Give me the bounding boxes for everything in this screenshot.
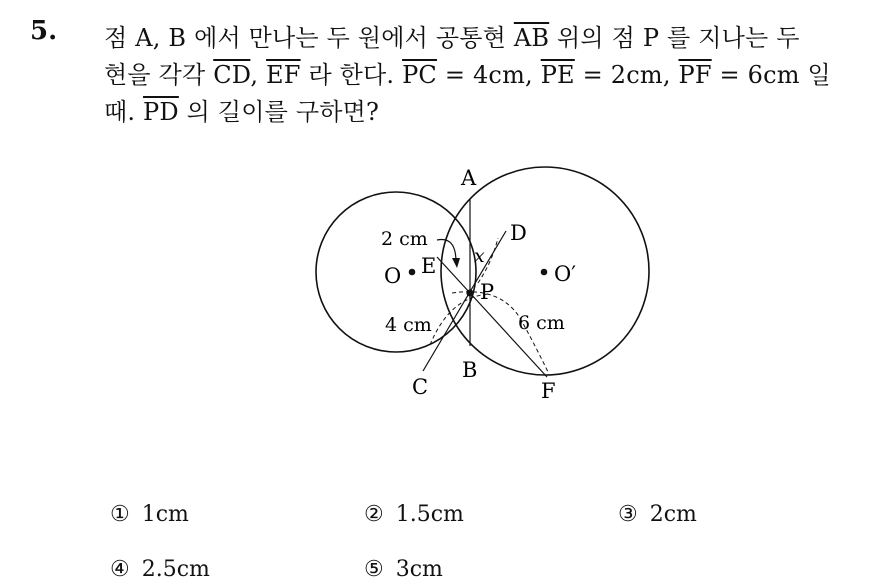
choice-3[interactable]: ③ 2cm [618, 502, 697, 527]
label-o: O [384, 264, 402, 288]
label-o-prime: O′ [554, 262, 576, 286]
label-pf-length: 6 cm [518, 312, 565, 334]
question-line-2: 현을 각각 $\overline{CD}$, $\overline{EF}$ 라 한다. $\overline{PC} = 4cm$, $\overline{PE} = 2cm$, $\overline{PF} = 6cm$ 일 [104, 61, 831, 89]
label-f: F [541, 379, 556, 403]
label-x: x [474, 245, 485, 267]
label-pc-length: 4 cm [385, 314, 432, 336]
label-c: C [412, 375, 429, 399]
label-pe-length: 2 cm [381, 228, 428, 250]
segment-pd: $\overline{PD}$ [143, 98, 179, 126]
question-line-1: 점 A, B 에서 만나는 두 원에서 공통현 $\overline{AB}$ 위의 점 P 를 지나는 두 [104, 24, 800, 52]
label-d: D [510, 221, 527, 245]
arrowhead [452, 258, 460, 268]
segment-ef: $\overline{EF}$ [266, 61, 301, 89]
label-e: E [421, 254, 437, 278]
segment-pe: $\overline{PE}$ [540, 61, 575, 89]
question-line-3: 때. $\overline{PD}$ 의 길이를 구하면? [104, 98, 380, 126]
center-o-prime-dot [541, 269, 548, 276]
geometry-figure [300, 160, 660, 410]
point-p-dot [466, 289, 473, 296]
center-o-dot [409, 269, 416, 276]
label-a: A [461, 166, 477, 190]
segment-ab: $\overline{AB}$ [513, 24, 550, 52]
choice-5[interactable]: ⑤ 3cm [364, 557, 443, 582]
choice-2[interactable]: ② 1.5cm [364, 502, 464, 527]
segment-pf: $\overline{PF}$ [678, 61, 712, 89]
segment-pc: $\overline{PC}$ [402, 61, 437, 89]
choice-4[interactable]: ④ 2.5cm [110, 557, 210, 582]
segment-cd: $\overline{CD}$ [213, 61, 251, 89]
question-number: 5. [30, 16, 58, 46]
label-p: P [480, 280, 495, 304]
label-b: B [462, 358, 478, 382]
choice-1[interactable]: ① 1cm [110, 502, 189, 527]
